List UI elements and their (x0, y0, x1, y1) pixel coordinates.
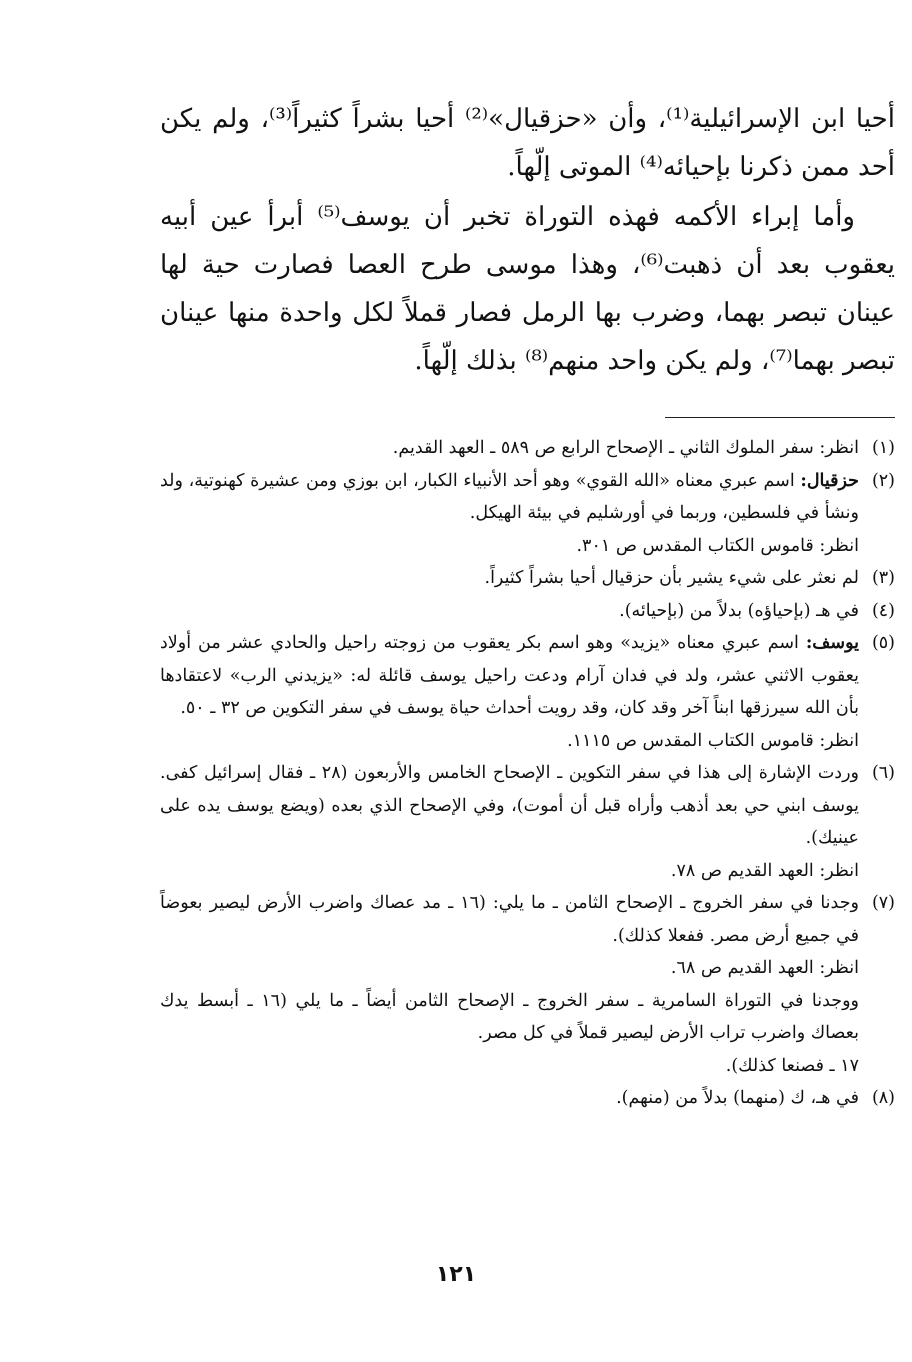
footnote-text: انظر: العهد القديم ص ٦٨. (670, 958, 859, 978)
footnote-text: وردت الإشارة إلى هذا في سفر التكوين ـ الإصحاح الخامس والأربعون (٢٨ ـ فقال إسرائيل كفى. يوسف ابني حي بعد أذهب وأراه قبل أن أموت)، وفي الإصحاح الذي بعده (ويضع يوسف يده على عينيك). (160, 763, 860, 848)
footnote-text: ووجدنا في التوراة السامرية ـ سفر الخروج ـ الإصحاح الثامن أيضاً ـ ما يلي (١٦ ـ أبسط يدك بعصاك واضرب تراب الأرض ليصير قملاً في كل مصر. (160, 990, 859, 1043)
footnote-line (160, 562, 859, 595)
footnote (160, 1082, 895, 1115)
footnote-number: (٢) (871, 470, 895, 491)
footnote-body (160, 562, 859, 595)
footnote-number: (٨) (871, 1088, 895, 1108)
footnote-body (160, 887, 859, 1082)
footnote-line (160, 465, 859, 530)
footnote-line (160, 757, 859, 855)
footnote-text: انظر: العهد القديم ص ٧٨. (670, 860, 859, 881)
footnote-body (160, 627, 859, 757)
footnote-line (160, 1050, 859, 1083)
footnote-line (160, 530, 859, 563)
footnote-text: انظر: قاموس الكتاب المقدس ص ٣٠١. (576, 535, 859, 556)
footnote-text: انظر: سفر الملوك الثاني ـ الإصحاح الرابع ص ٥٨٩ ـ العهد القديم. (392, 438, 859, 458)
footnote-body (160, 465, 859, 563)
footnote-number: (٥) (871, 633, 895, 653)
footnote-line (160, 627, 859, 725)
footnote (160, 757, 895, 887)
footnote (160, 595, 895, 628)
footnote-text: في هـ، ك (منهما) بدلاً من (منهم). (616, 1088, 859, 1108)
footnote-text: لم نعثر على شيء يشير بأن حزقيال أحيا بشراً كثيراً. (484, 568, 859, 588)
footnote-number: (٤) (871, 600, 895, 621)
footnote-line (160, 855, 859, 888)
footnote-text: اسم عبري معناه «يزيد» وهو اسم بكر يعقوب من زوجته راحيل والحادي عشر من أولاد يعقوب الاثني عشر، ولد في فدان آرام ودعت راحيل يوسف قائلة له: «يزيدني الرب» لاعتقادها بأن الله سيرزقها ابناً آخر وقد كان، وقد رويت أحداث حياة يوسف في سفر التكوين ص ٣٢ ـ ٥٠. (160, 633, 859, 718)
footnote-body (160, 1082, 859, 1115)
footnote-line (160, 595, 859, 628)
footnote-text: انظر: قاموس الكتاب المقدس ص ١١١٥. (567, 730, 859, 751)
footnote-text: وجدنا في سفر الخروج ـ الإصحاح الثامن ـ ما يلي: (١٦ ـ مد عصاك واضرب الأرض ليصير بعوضاً في جميع أرض مصر. ففعلا كذلك). (160, 893, 859, 946)
footnote-line (160, 1082, 859, 1115)
footnote (160, 887, 895, 1082)
body-paragraph-2: وأما إبراء الأكمه فهذه التوراة تخبر أن يوسف⁽⁵⁾ أبرأ عين أبيه يعقوب بعد أن ذهبت⁽⁶⁾، وهذا موسى طرح العصا فصارت حية لها عينان تبصر بهما، وضرب بها الرمل فصار قملاً لكل واحدة منها عينان تبصر بهما⁽⁷⁾، ولم يكن واحد منهم⁽⁸⁾ بذلك إلّهاً. (160, 202, 895, 376)
footnote-line (160, 725, 859, 758)
footnote-number: (٦) (871, 763, 895, 783)
footnote (160, 627, 895, 757)
footnote (160, 432, 895, 465)
footnote-body (160, 432, 859, 465)
footnote-term: حزقيال: (800, 470, 859, 491)
footnote-line (160, 952, 859, 985)
footnote-line (160, 432, 859, 465)
footnote-body (160, 757, 859, 887)
footnote-body (160, 595, 859, 628)
footnote-divider (665, 417, 895, 418)
page-number: ١٢١ (435, 1262, 477, 1287)
footnote-text: اسم عبري معناه «الله القوي» وهو أحد الأنبياء الكبار، ابن بوزي ومن عشيرة كهنوتية، ولد ونشأ في فلسطين، وربما في أورشليم في بيئة الهيكل. (160, 470, 859, 523)
footnote-text: في هـ (بإحياؤه) بدلاً من (بإحيائه). (619, 600, 859, 621)
footnote-text: ١٧ ـ فصنعا كذلك). (725, 1055, 859, 1076)
footnote-number: (١) (871, 438, 895, 458)
footnote-line (160, 887, 859, 952)
footnote-number: (٧) (871, 893, 895, 913)
footnotes (160, 432, 895, 1115)
footnote (160, 562, 895, 595)
footnote-number: (٣) (871, 568, 895, 588)
body-paragraph-1: أحيا ابن الإسرائيلية⁽¹⁾، وأن «حزقيال»⁽²⁾ أحيا بشراً كثيراً⁽³⁾، ولم يكن أحد ممن ذكرنا بإحيائه⁽⁴⁾ الموتى إلّهاً. (160, 104, 895, 182)
footnote (160, 465, 895, 563)
footnote-term: يوسف: (805, 633, 859, 653)
footnote-line (160, 985, 859, 1050)
page-content (160, 95, 895, 1115)
